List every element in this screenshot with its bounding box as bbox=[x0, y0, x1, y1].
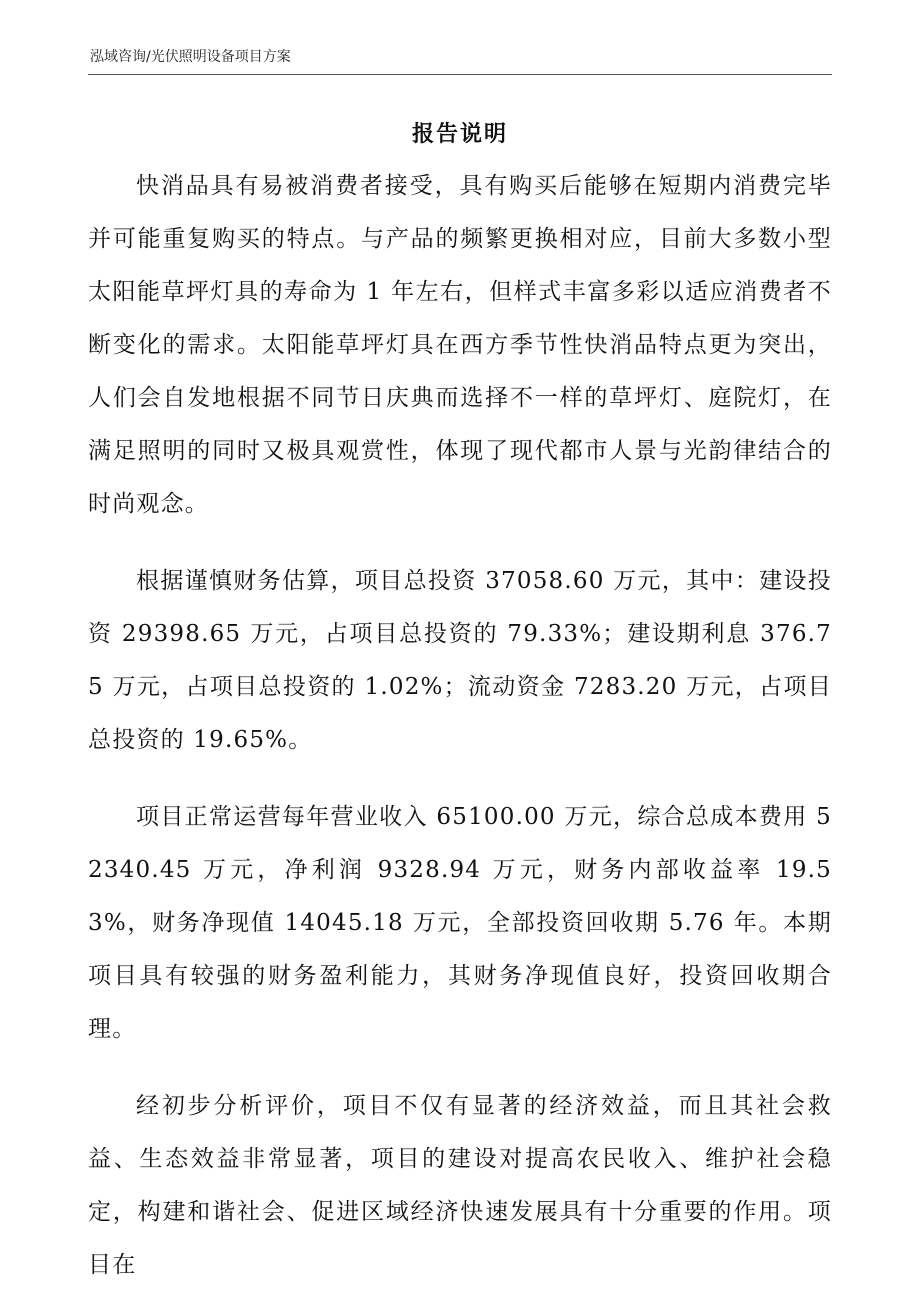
running-header: 泓域咨询/光伏照明设备项目方案 bbox=[90, 49, 291, 65]
report-title: 报告说明 bbox=[411, 122, 508, 147]
header-divider bbox=[88, 74, 832, 75]
report-body bbox=[88, 160, 832, 1316]
paragraph-investment-estimate: 根据谨慎财务估算，项目总投资 37058.60 万元，其中：建设投资 29398.65 万元，占项目总投资的 79.33%；建设期利息 376.75 万元，占项目总投资的 1.02%；流动资金 7283.20 万元，占项目总投资的 19.65%。 bbox=[88, 568, 832, 753]
paragraph-evaluation: 经初步分析评价，项目不仅有显著的经济效益，而且其社会救益、生态效益非常显著，项目的建设对提高农民收入、维护社会稳定，构建和谐社会、促进区域经济快速发展具有十分重要的作用。项目在 bbox=[88, 1093, 832, 1278]
paragraph-product-background: 快消品具有易被消费者接受，具有购买后能够在短期内消费完毕并可能重复购买的特点。与产品的频繁更换相对应，目前大多数小型太阳能草坪灯具的寿命为 1 年左右，但样式丰富多彩以适应消费者不断变化的需求。太阳能草坪灯具在西方季节性快消品特点更为突出，人们会自发地根据不同节日庆典而选择不一样的草坪灯、庭院灯，在满足照明的同时又极具观赏性，体现了现代都市人景与光韵律结合的时尚观念。 bbox=[88, 173, 832, 517]
paragraph-operating-finance: 项目正常运营每年营业收入 65100.00 万元，综合总成本费用 52340.45 万元，净利润 9328.94 万元，财务内部收益率 19.53%，财务净现值 14045.18 万元，全部投资回收期 5.76 年。本期项目具有较强的财务盈利能力，其财务净现值良好，投资回收期合理。 bbox=[88, 804, 832, 1042]
